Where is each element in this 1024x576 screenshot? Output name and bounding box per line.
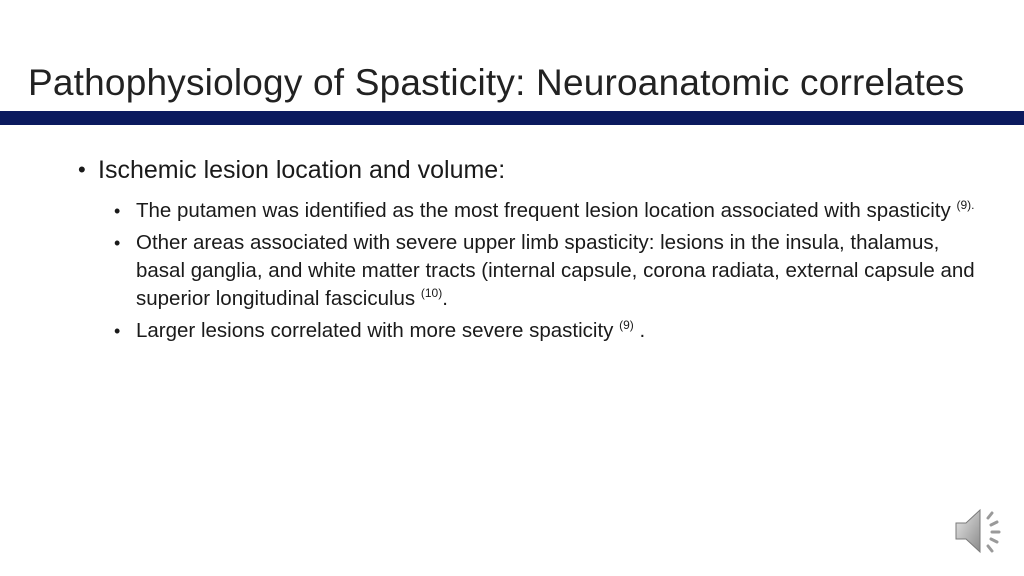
sub-bullet-after: . (442, 287, 448, 310)
bullet-list (78, 153, 978, 349)
slide-title: Pathophysiology of Spasticity: Neuroanatomic correlates (28, 62, 965, 103)
sub-bullet-text: The putamen was identified as the most frequent lesion location associated with spasticity (136, 199, 957, 222)
bullet-main: • Ischemic lesion location and volume: (78, 153, 978, 187)
sub-bullet-larger-lesions (114, 317, 978, 345)
sub-bullet-after: . (633, 319, 646, 342)
citation-ref: (10) (420, 286, 443, 300)
sub-bullet-other-areas (114, 229, 978, 313)
title-divider-bar (0, 111, 1024, 125)
sub-bullet-list (78, 197, 978, 345)
sub-bullet-text: Other areas associated with severe upper limb spasticity: lesions in the insula, thalamus, basal ganglia, and white matter tracts (internal capsule, corona radiata, external capsule and superior longitudinal fasciculus (136, 231, 975, 310)
citation-ref: (9) (619, 318, 634, 332)
citation-ref: (9). (956, 198, 975, 212)
sub-bullet-text: Larger lesions correlated with more severe spasticity (136, 319, 620, 342)
speaker-icon[interactable] (952, 504, 1008, 558)
sub-bullet-putamen (114, 197, 978, 225)
